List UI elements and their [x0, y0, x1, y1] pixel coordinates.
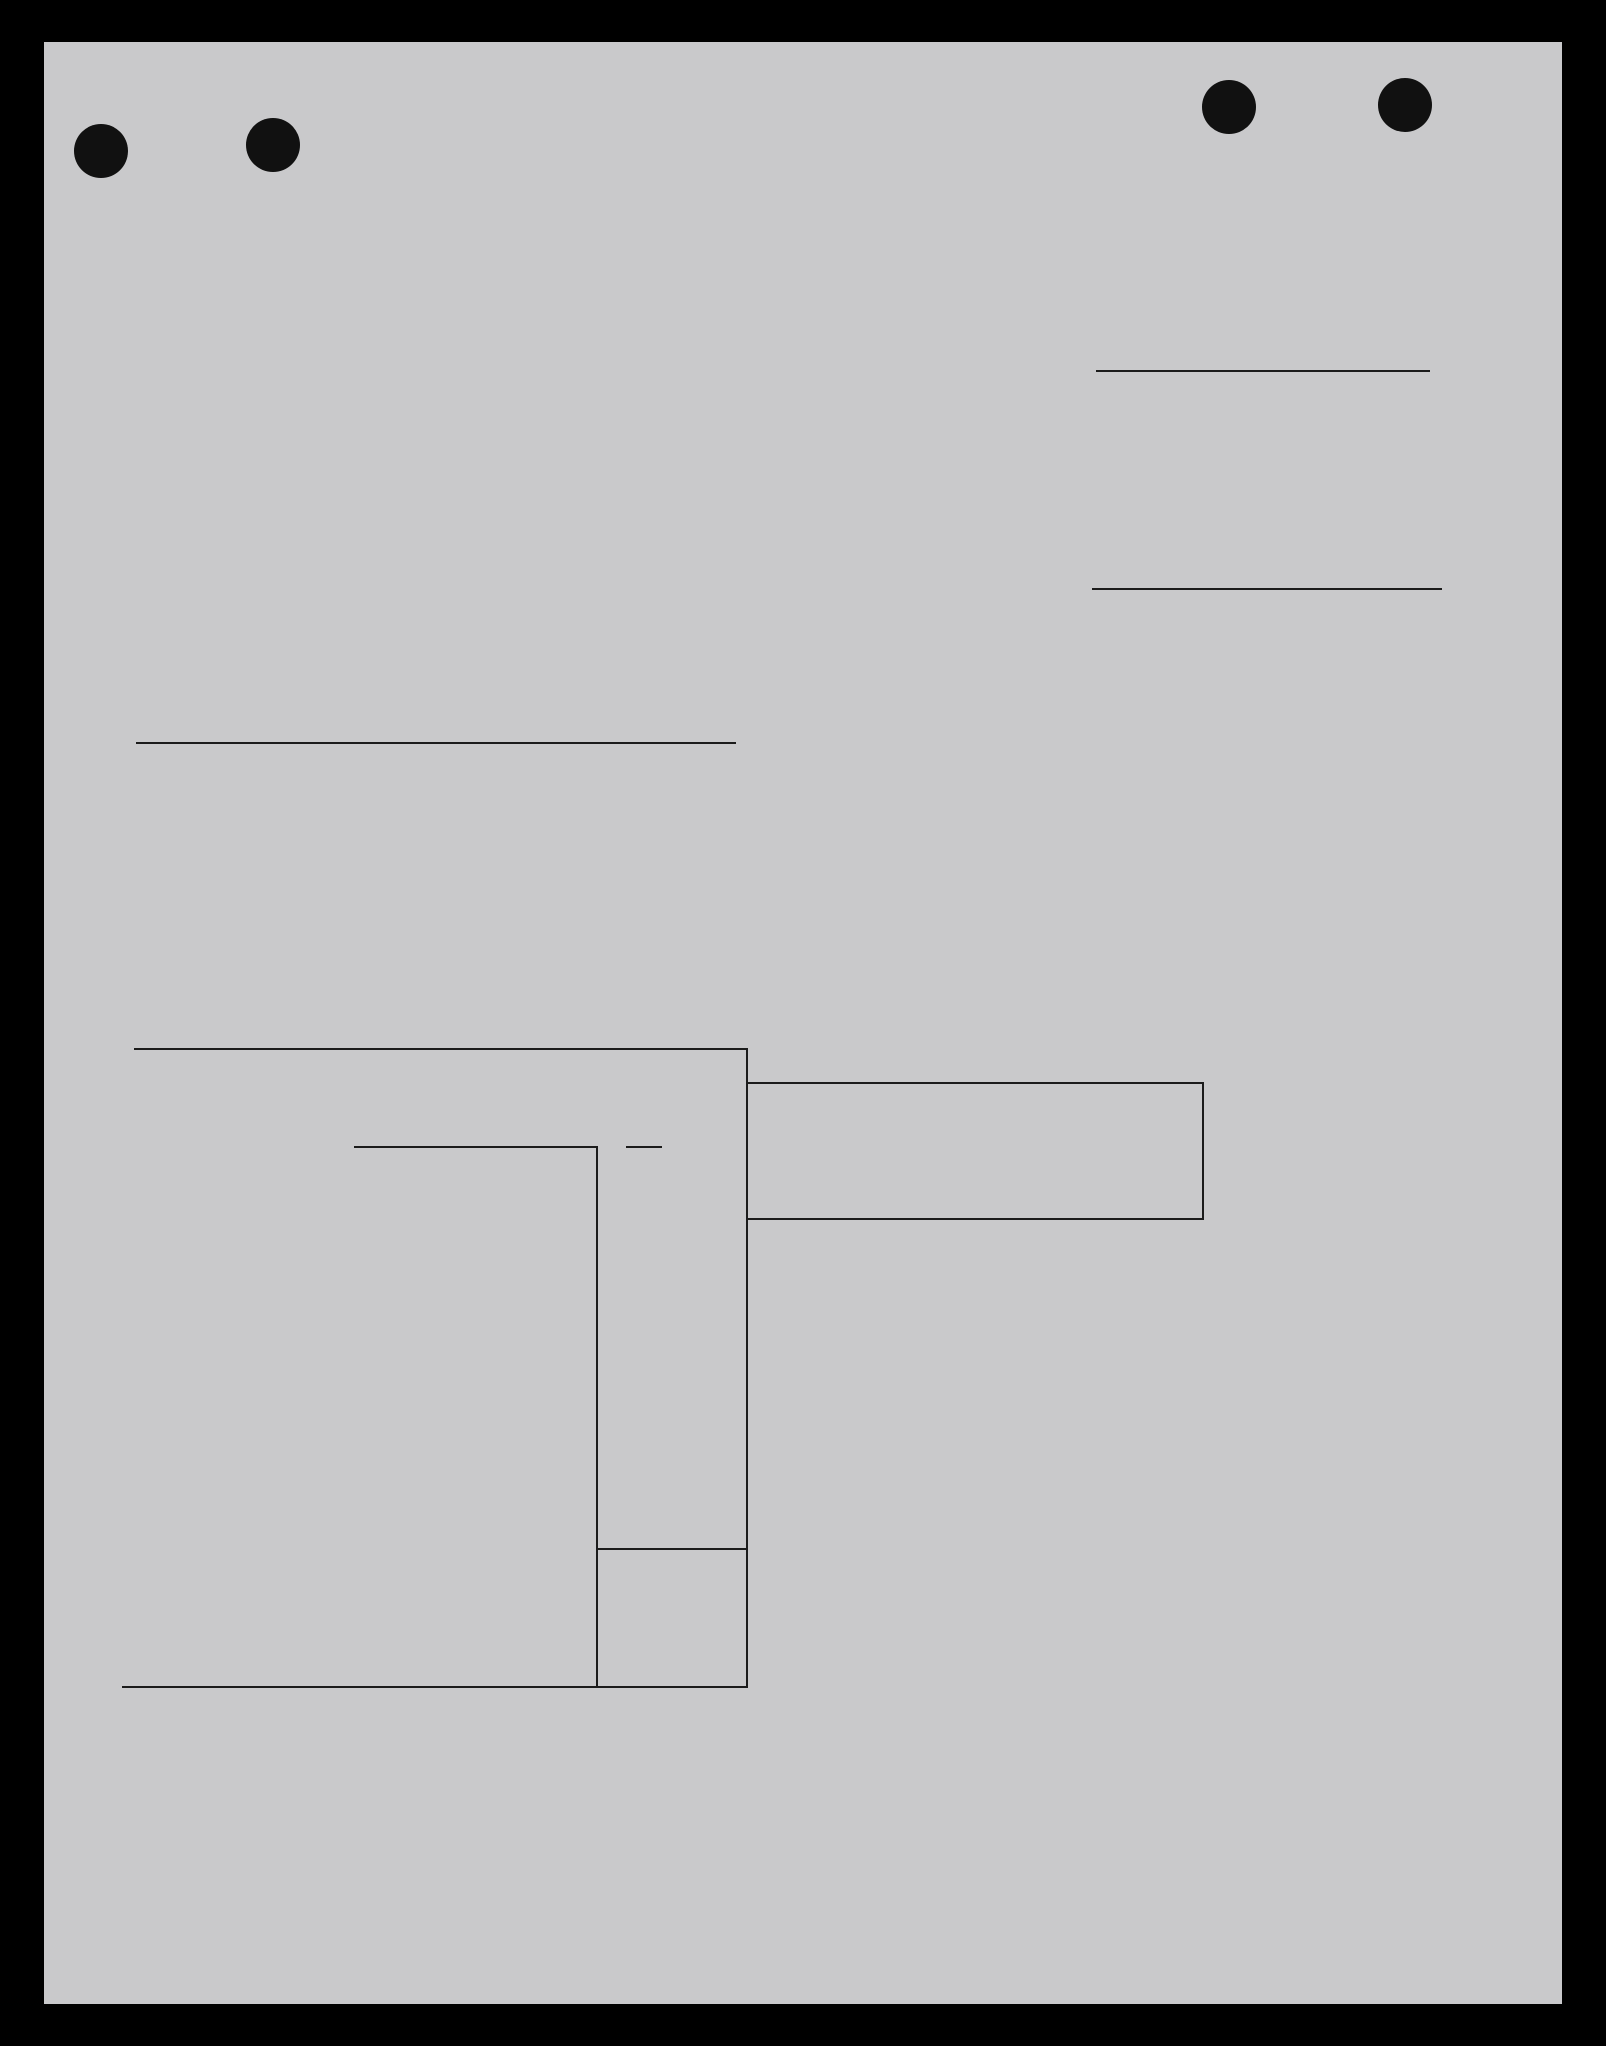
port-date-line: [1092, 588, 1442, 590]
table-bottom-line: [122, 1686, 748, 1688]
total-divider: [596, 1548, 748, 1550]
punch-hole-4: [1378, 78, 1432, 132]
table-top-line: [134, 1048, 748, 1050]
amount-box-top: [746, 1082, 1204, 1084]
year-underline: [626, 1146, 662, 1148]
address-line: [136, 742, 736, 744]
form-sheet: [44, 42, 1562, 2004]
in-number-line: [1096, 370, 1430, 372]
amount-box-right: [1202, 1082, 1204, 1220]
arrived-underline: [354, 1146, 598, 1148]
amount-box-bottom: [746, 1218, 1204, 1220]
punch-hole-2: [246, 118, 300, 172]
punch-hole-1: [74, 124, 128, 178]
table-right-line: [746, 1048, 748, 1688]
table-value-divider: [596, 1146, 598, 1688]
punch-hole-3: [1202, 80, 1256, 134]
